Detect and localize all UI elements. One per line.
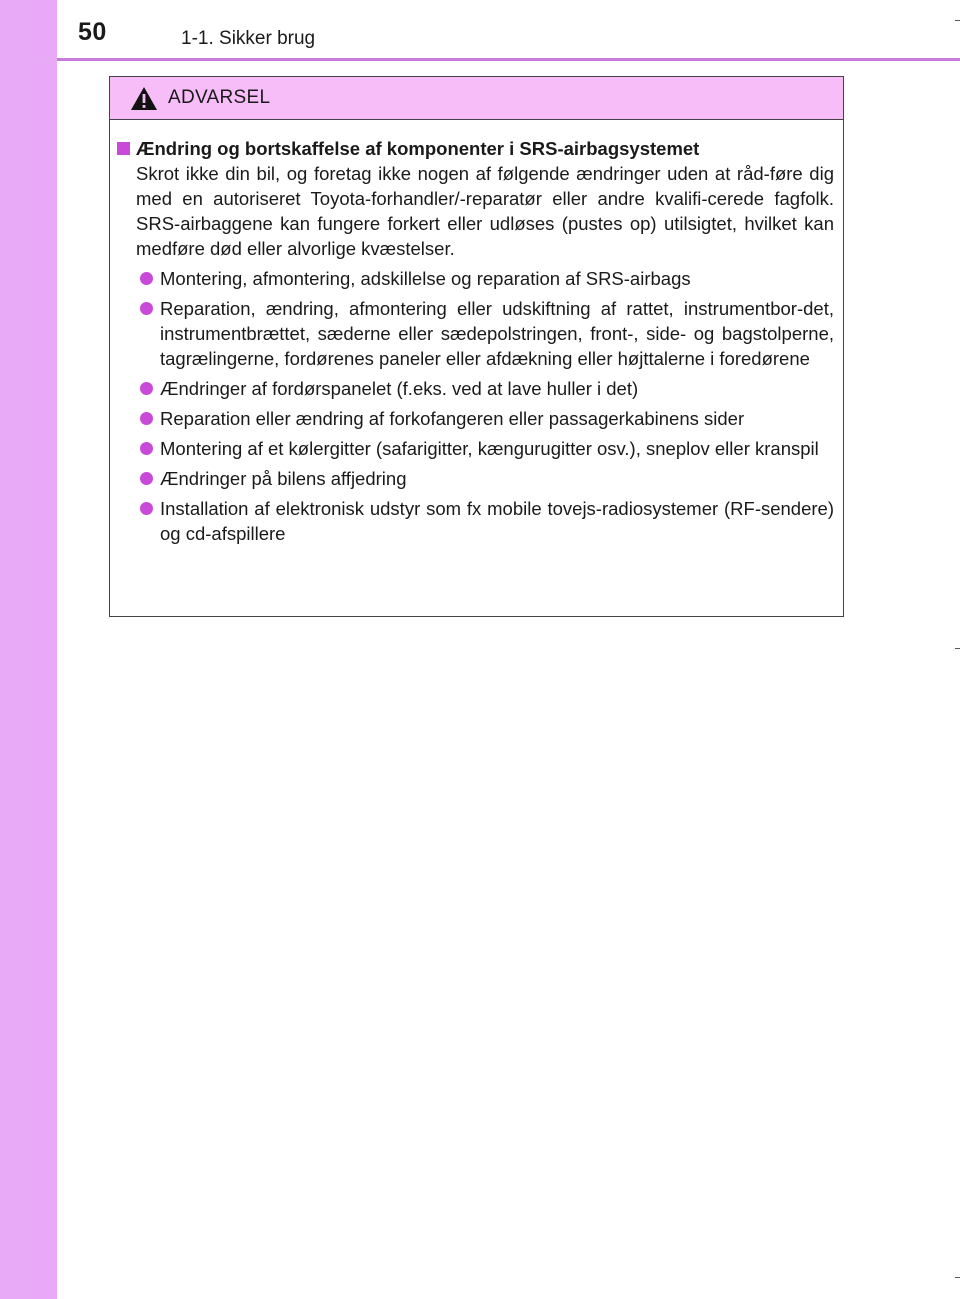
warning-triangle-icon: [130, 86, 158, 116]
list-item-text: Ændringer på bilens affjedring: [160, 468, 407, 489]
list-item: [115, 406, 834, 431]
circle-bullet-icon: [140, 302, 153, 315]
list-item: [115, 466, 834, 491]
list-item: [115, 496, 834, 546]
circle-bullet-icon: [140, 412, 153, 425]
circle-bullet-icon: [140, 382, 153, 395]
item-heading-row: [115, 136, 834, 161]
bullet-list: [115, 266, 834, 546]
circle-bullet-icon: [140, 442, 153, 455]
warning-header: [110, 77, 843, 120]
intro-paragraph: Skrot ikke din bil, og foretag ikke nogen af følgende ændringer uden at råd-føre dig med en autoriseret Toyota-forhandler/-reparatør eller andre kvalifi-cerede fagfolk. SRS-airbaggene kan fungere forkert eller udløses (pustes op) utilsigtet, hvilket kan medføre død eller alvorlige kvæstelser.: [136, 163, 834, 259]
list-item-text: Ændringer af fordørspanelet (f.eks. ved at lave huller i det): [160, 378, 639, 399]
warning-title: ADVARSEL: [168, 87, 271, 108]
warning-box: [109, 76, 844, 617]
section-title: 1-1. Sikker brug: [181, 28, 316, 49]
circle-bullet-icon: [140, 472, 153, 485]
page-number: 50: [78, 18, 107, 46]
list-item: [115, 436, 834, 461]
header-divider: [57, 58, 960, 61]
list-item-text: Installation af elektronisk udstyr som fx mobile tovejs-radiosystemer (RF-sendere) og cd-afspillere: [160, 498, 834, 544]
circle-bullet-icon: [140, 272, 153, 285]
side-color-strip: [0, 0, 57, 1299]
list-item-text: Reparation eller ændring af forkofangeren eller passagerkabinens sider: [160, 408, 745, 429]
list-item: [115, 296, 834, 371]
list-item-text: Reparation, ændring, afmontering eller udskiftning af rattet, instrumentbor-det, instrumentbrættet, sæderne eller sædepolstringen, front-, side- og bagstolperne, tagrælingerne, fordørenes paneler eller afdækning eller højttalerne i foredørene: [160, 298, 834, 369]
list-item: [115, 376, 834, 401]
item-heading: Ændring og bortskaffelse af komponenter i SRS-airbagsystemet: [136, 138, 700, 159]
crop-mark: [955, 20, 960, 21]
list-item: [115, 266, 834, 291]
square-bullet-icon: [117, 142, 130, 155]
list-item-text: Montering, afmontering, adskillelse og reparation af SRS-airbags: [160, 268, 691, 289]
list-item-text: Montering af et kølergitter (safarigitter, kængurugitter osv.), sneplov eller kranspil: [160, 438, 819, 459]
warning-body: [110, 120, 843, 546]
circle-bullet-icon: [140, 502, 153, 515]
crop-mark: [955, 1277, 960, 1278]
crop-mark: [955, 648, 960, 649]
